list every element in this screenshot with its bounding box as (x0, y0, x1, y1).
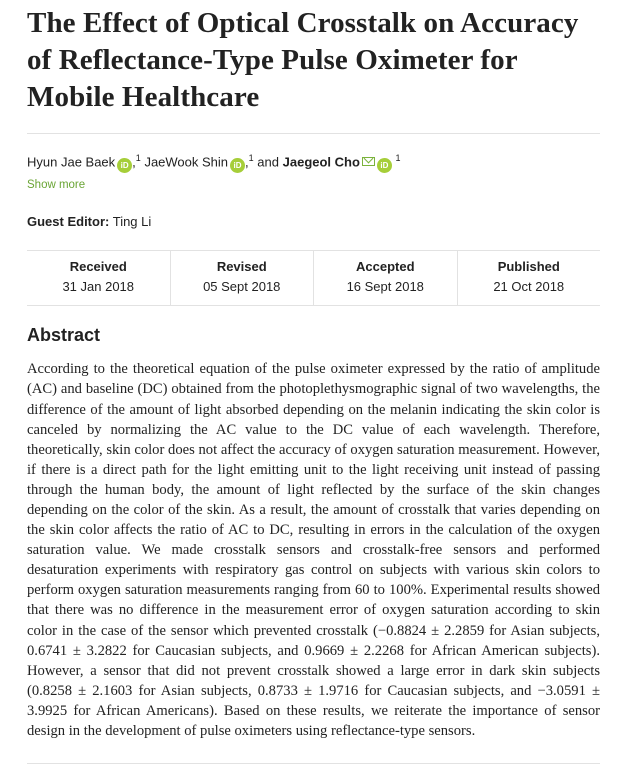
date-published (458, 251, 601, 305)
orcid-icon[interactable]: iD (377, 158, 392, 173)
article-header (27, 0, 600, 764)
date-value: 31 Jan 2018 (62, 279, 135, 295)
date-label: Received (69, 259, 127, 275)
date-label: Revised (216, 259, 267, 275)
author-separator: , (245, 154, 249, 170)
orcid-icon[interactable]: iD (117, 158, 132, 173)
guest-editor-label: Guest Editor: (27, 214, 110, 230)
author-link[interactable]: Hyun Jae Baek (27, 154, 116, 170)
divider (27, 763, 600, 764)
date-accepted (314, 251, 458, 305)
abstract-text: According to the theoretical equation of the pulse oximeter expressed by the ratio of amplitude (AC) and baseline (DC) obtained from the photoplethysmographic signal of two wavelengths, the difference of the amount of light absorbed depending on the melanin indicating the skin color is canceled by normalizing the AC value to the DC value of each wavelength. Therefore, theoretically, skin color does not affect the accuracy of oxygen saturation measurement. However, if there is a direct path for the light emitting unit to the light receiving unit instead of passing through the human body, the amount of light reflected by the surface of the skin changes depending on the color of the skin. As a result, the amount of crosstalk that varies depending on the skin color affects the ratio of AC to DC, resulting in errors in the calculation of the oxygen saturation value. We made crosstalk sensors and crosstalk-free sensors and performed desaturation experiments with respiratory gas control on subjects with various skin colors to perform oxygen saturation measurements ranging from 60 to 100%. Experimental results showed that there was no difference in the measurement error of oxygen saturation according to skin color in the case of the sensor which prevented crosstalk (−0.8824 ± 2.2859 for Asian subjects, 0.6741 ± 3.2822 for Caucasian subjects, and 0.9669 ± 2.2268 for African American subjects). However, a sensor that did not prevent crosstalk showed a large error in dark skin subjects (0.8258 ± 2.1603 for Asian subjects, 0.8733 ± 1.9716 for Caucasian subjects, and −3.0591 ± 3.9925 for African Americans). Based on these results, we reiterate the importance of sensor design in the development of pulse oximeters using reflectance-type sensors. (27, 361, 600, 740)
abstract-heading: Abstract (27, 325, 101, 346)
author-separator: , (132, 154, 136, 170)
date-value: 16 Sept 2018 (346, 279, 424, 295)
article-title: The Effect of Optical Crosstalk on Accuracy of Reflectance-Type Pulse Oximeter for Mobile Healthcare (27, 7, 579, 113)
divider (27, 133, 600, 134)
mail-icon[interactable] (362, 157, 375, 166)
affiliation-marker[interactable]: 1 (395, 153, 401, 163)
date-revised (171, 251, 315, 305)
author-link[interactable]: JaeWook Shin (144, 154, 229, 170)
date-value: 05 Sept 2018 (203, 279, 281, 295)
guest-editor-name: Ting Li (112, 214, 152, 230)
author-separator: and (257, 154, 279, 170)
date-value: 21 Oct 2018 (493, 279, 565, 295)
affiliation-marker[interactable]: 1 (248, 153, 254, 163)
date-label: Published (497, 259, 560, 275)
author-list (27, 149, 600, 173)
affiliation-marker[interactable]: 1 (135, 153, 141, 163)
show-more-link[interactable]: Show more (27, 179, 86, 192)
corresponding-author-link[interactable]: Jaegeol Cho (282, 154, 360, 170)
publication-dates (27, 250, 600, 306)
guest-editor (27, 214, 600, 229)
date-label: Accepted (355, 259, 415, 275)
date-received (27, 251, 171, 305)
orcid-icon[interactable]: iD (230, 158, 245, 173)
